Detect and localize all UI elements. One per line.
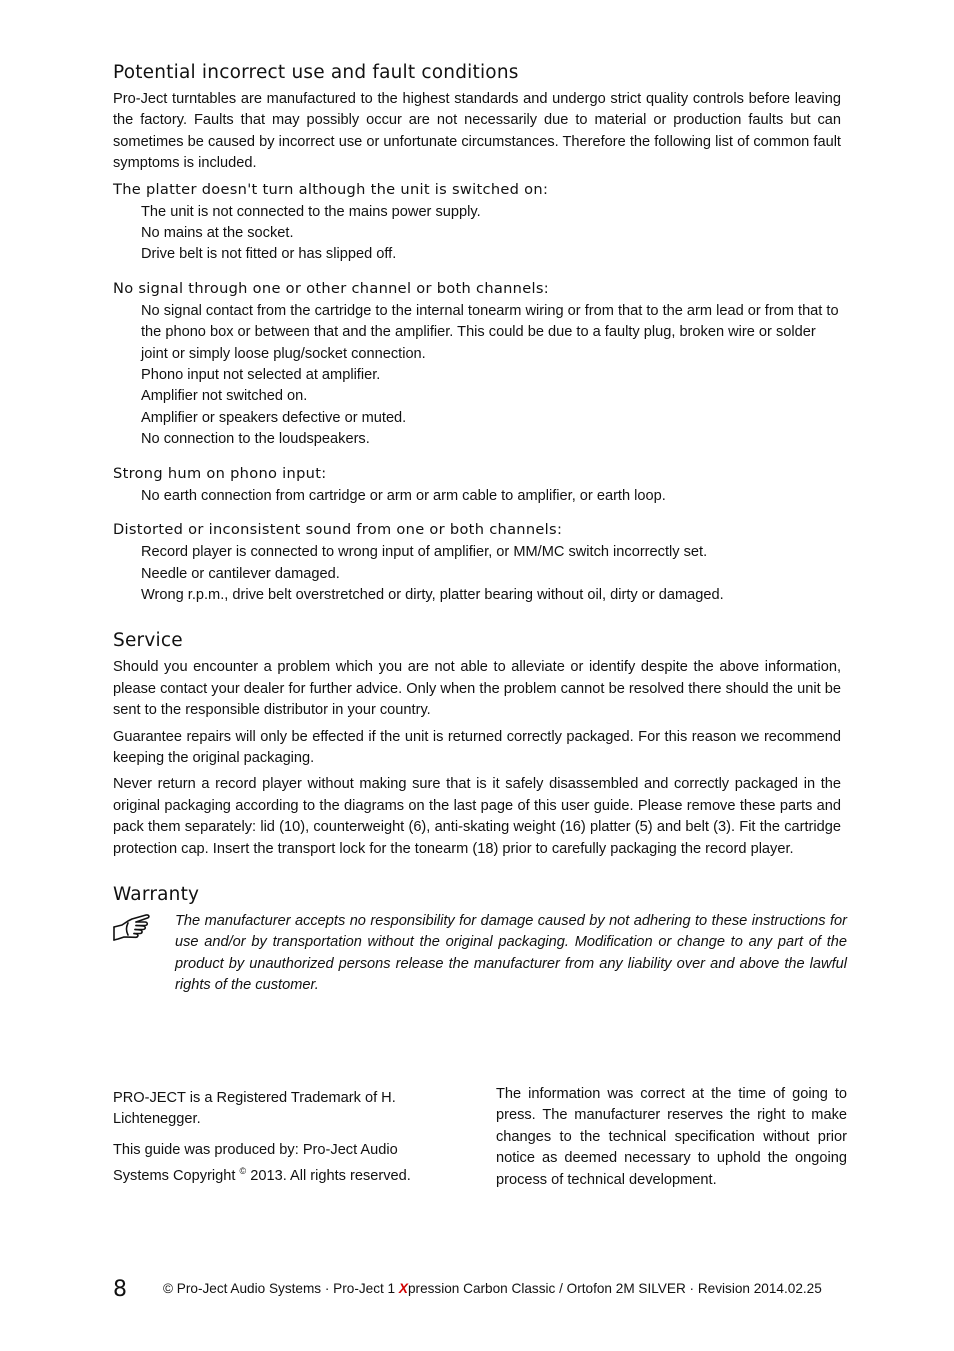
fault-item: Amplifier or speakers defective or muted. xyxy=(141,409,407,426)
warranty-section xyxy=(113,883,847,997)
copyright-symbol: © xyxy=(239,1166,247,1177)
service-paragraph: Never return a record player without making sure that is it safely disassembled and correctly packaged in the original packaging according to the diagrams on the last page of this user guide. Please remove these parts and pack them separately: lid (10), counterweight (6), anti-skating weight (16) platter (5) and belt (3). Fit the cartridge protection cap. Insert the transport lock for the tonearm (18) prior to carefully packaging the record player. xyxy=(113,776,841,857)
fault-item: No mains at the socket. xyxy=(141,225,294,242)
service-heading: Service xyxy=(113,630,183,652)
fault-group-title: Distorted or inconsistent sound from one or both channels: xyxy=(113,521,563,539)
trademark-notice: PRO-JECT is a Registered Trademark of H. Lichtenegger. xyxy=(113,1090,396,1128)
fault-group-1 xyxy=(113,181,841,266)
footer-text-after: pression Carbon Classic / Ortofon 2M SILVER · Revision 2014.02.25 xyxy=(407,1281,822,1296)
service-section xyxy=(113,630,841,860)
copyright-notice xyxy=(113,1140,448,1188)
footer-text xyxy=(163,1281,822,1296)
legal-disclaimer: The information was correct at the time of going to press. The manufacturer reserves the right to make changes to the technical specification without prior notice as deemed necessary to uphold the ongoing process of technical development. xyxy=(496,1086,847,1188)
fault-item: Drive belt is not fitted or has slipped off. xyxy=(141,246,397,263)
fault-item: Needle or cantilever damaged. xyxy=(141,565,340,582)
fault-item: Wrong r.p.m., drive belt overstretched or dirty, platter bearing without oil, dirty or damaged. xyxy=(141,586,724,603)
page-number: 8 xyxy=(113,1277,127,1302)
fault-group-4 xyxy=(113,521,841,606)
brand-x-mark: X xyxy=(398,1281,408,1296)
footer-text-before: © Pro-Ject Audio Systems · Pro-Ject 1 xyxy=(163,1281,399,1296)
copyright-year-text: 2013. All rights reserved. xyxy=(246,1168,411,1185)
warranty-note xyxy=(113,911,847,997)
pointing-hand-icon xyxy=(112,913,152,945)
fault-intro: Pro-Ject turntables are manufactured to the highest standards and undergo strict quality controls before leaving the factory. Faults that may possibly occur are not necessarily due to material or production faults but can sometimes be caused by incorrect use or unfortunate circumstances. Therefore the following list of common fault symptoms is included. xyxy=(113,91,841,172)
fault-item: No signal contact from the cartridge to the internal tonearm wiring or from that to the arm lead or from that to the phono box or between that and the amplifier. This could be due to a faulty plug, broken wire or solder joint or simply loose plug/socket connection. xyxy=(141,302,839,362)
legal-left-column xyxy=(113,1088,448,1196)
page-content xyxy=(113,62,847,997)
produced-by-text: This guide was produced by: Pro-Ject Audio Systems Copyright xyxy=(113,1141,398,1185)
fault-item: The unit is not connected to the mains power supply. xyxy=(141,203,481,220)
warranty-text: The manufacturer accepts no responsibility for damage caused by not adhering to these instructions for use and/or by transportation without the original packaging. Modification or change to any part of the product by unauthorized persons release the manufacturer from any liability over and above the lawful rights of the customer. xyxy=(175,912,847,994)
warranty-heading: Warranty xyxy=(113,883,200,905)
fault-item: Amplifier not switched on. xyxy=(141,388,308,405)
fault-item: Phono input not selected at amplifier. xyxy=(141,367,381,384)
fault-item: No earth connection from cartridge or arm or arm cable to amplifier, or earth loop. xyxy=(141,487,666,504)
service-paragraph: Should you encounter a problem which you are not able to alleviate or identify despite the above information, please contact your dealer for further advice. Only when the problem cannot be resolved there should the unit be sent to the responsible distributor in your country. xyxy=(113,659,841,719)
fault-group-2 xyxy=(113,280,841,451)
fault-heading: Potential incorrect use and fault conditions xyxy=(113,62,519,83)
fault-group-title: The platter doesn't turn although the unit is switched on: xyxy=(113,180,549,198)
fault-item: Record player is connected to wrong input of amplifier, or MM/MC switch incorrectly set. xyxy=(141,544,708,561)
fault-group-title: No signal through one or other channel or both channels: xyxy=(113,279,549,297)
service-paragraph: Guarantee repairs will only be effected if the unit is returned correctly packaged. For this reason we recommend keeping the original packaging. xyxy=(113,728,841,766)
fault-group-3 xyxy=(113,465,841,507)
fault-group-title: Strong hum on phono input: xyxy=(113,464,327,482)
fault-item: No connection to the loudspeakers. xyxy=(141,431,370,448)
